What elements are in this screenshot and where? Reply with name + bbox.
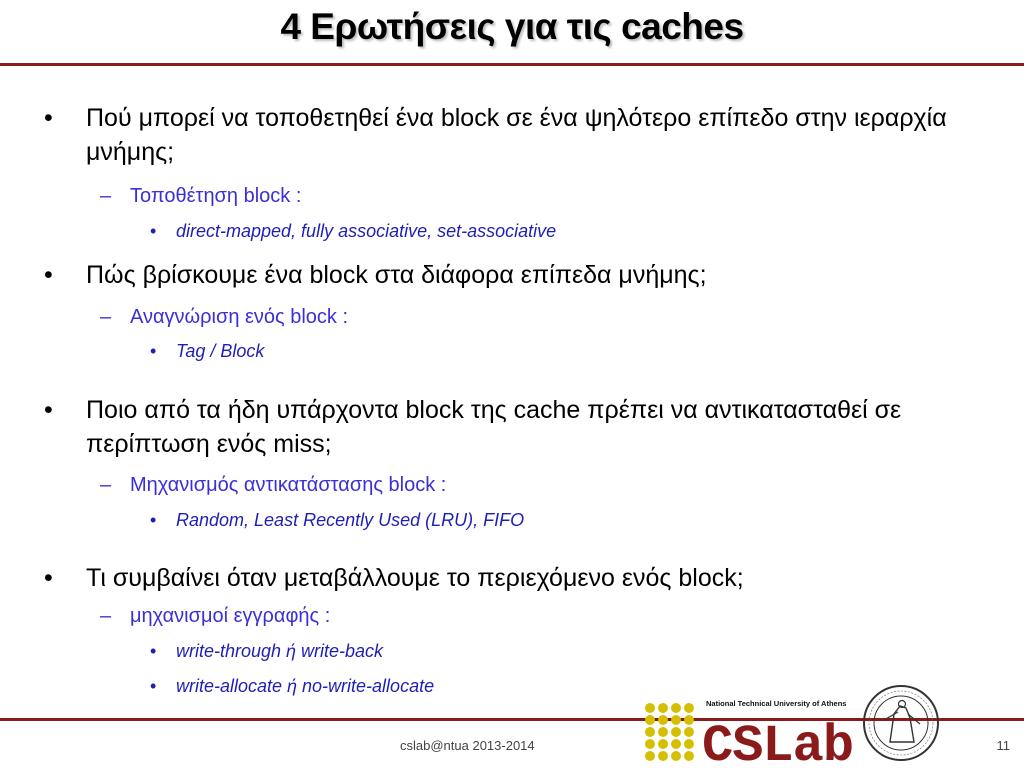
logo-dot bbox=[645, 739, 655, 749]
logo-dot bbox=[645, 703, 655, 713]
logo-dot bbox=[684, 751, 694, 761]
slide-title: 4 Ερωτήσεις για τις caches bbox=[280, 6, 744, 47]
logo-dot bbox=[684, 703, 694, 713]
logo-dot bbox=[645, 751, 655, 761]
sub-bullet-text: Μηχανισμός αντικατάστασης block : bbox=[130, 474, 447, 496]
dash-marker: – bbox=[100, 605, 112, 627]
sub-bullet-text: μηχανισμοί εγγραφής : bbox=[130, 605, 331, 627]
logo-dot bbox=[684, 727, 694, 737]
bullet-marker: • bbox=[44, 396, 53, 424]
logo-dot bbox=[658, 727, 668, 737]
dash-marker: – bbox=[100, 185, 112, 207]
bullet-marker: • bbox=[150, 676, 157, 696]
cslab-logo bbox=[640, 678, 860, 768]
bullet-text: Πού μπορεί να τοποθετηθεί ένα block σε ένα ψηλότερο επίπεδο στην ιεραρχία μνήμης; bbox=[86, 104, 947, 166]
university-seal bbox=[862, 684, 940, 762]
logo-dot bbox=[645, 715, 655, 725]
footer-text: cslab@ntua 2013-2014 bbox=[400, 738, 535, 753]
bullet-text: Τι συμβαίνει όταν μεταβάλλουμε το περιεχόμενο ενός block; bbox=[86, 564, 744, 592]
subsub-bullet-text: Tag / Block bbox=[176, 341, 265, 361]
bullet-marker: • bbox=[44, 261, 53, 289]
bullet-marker: • bbox=[44, 564, 53, 592]
logo-dot bbox=[684, 715, 694, 725]
logo-dot bbox=[671, 751, 681, 761]
logo-dot-grid bbox=[645, 703, 694, 761]
logo-subtitle: National Technical University of Athens bbox=[706, 699, 847, 708]
title-divider bbox=[0, 63, 1024, 66]
logo-dot bbox=[671, 715, 681, 725]
bullet-text: Ποιο από τα ήδη υπάρχοντα block της cache πρέπει να αντικατασταθεί σε περίπτωση ενός miss; bbox=[86, 396, 902, 458]
bullet-marker: • bbox=[150, 641, 157, 661]
sub-bullet-text: Αναγνώριση ενός block : bbox=[130, 306, 349, 328]
subsub-bullet-text: direct-mapped, fully associative, set-associative bbox=[176, 221, 557, 241]
logo-wordmark: CSLab bbox=[702, 717, 854, 768]
logo-dot bbox=[671, 703, 681, 713]
bullet-marker: • bbox=[44, 104, 53, 132]
sub-bullet-text: Τοποθέτηση block : bbox=[130, 185, 302, 207]
dash-marker: – bbox=[100, 474, 112, 496]
logo-dot bbox=[658, 751, 668, 761]
logo-dot bbox=[684, 739, 694, 749]
bullet-marker: • bbox=[150, 221, 157, 241]
logo-dot bbox=[671, 739, 681, 749]
page-number: 11 bbox=[996, 738, 1010, 753]
bullet-text: Πώς βρίσκουμε ένα block στα διάφορα επίπεδα μνήμης; bbox=[86, 261, 707, 289]
logo-dot bbox=[671, 727, 681, 737]
logo-dot bbox=[658, 703, 668, 713]
subsub-bullet-text: Random, Least Recently Used (LRU), FIFO bbox=[176, 510, 525, 530]
subsub-bullet-text: write-allocate ή no-write-allocate bbox=[176, 676, 435, 696]
bullet-marker: • bbox=[150, 341, 157, 361]
bullet-marker: • bbox=[150, 510, 157, 530]
dash-marker: – bbox=[100, 306, 112, 328]
logo-dot bbox=[645, 727, 655, 737]
logo-dot bbox=[658, 715, 668, 725]
logo-dot bbox=[658, 739, 668, 749]
subsub-bullet-text: write-through ή write-back bbox=[176, 641, 384, 661]
